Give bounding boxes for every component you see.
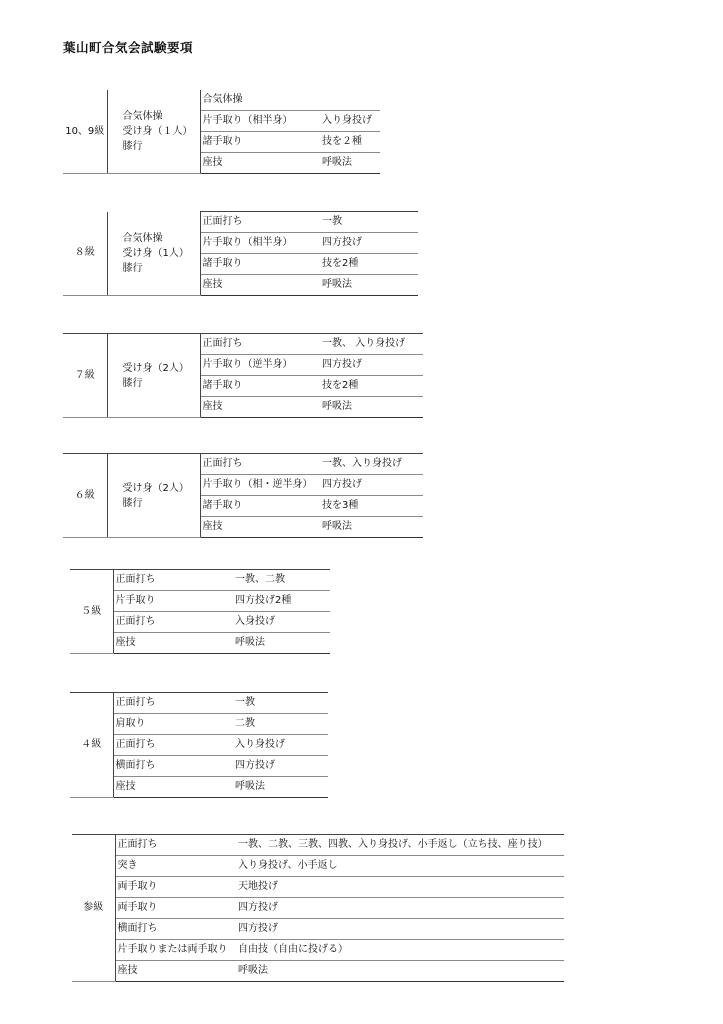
exam-table-6kyu: [63, 453, 423, 538]
grade-label: 参級: [72, 835, 115, 982]
grade-label: ７級: [63, 334, 107, 418]
technique-cell: 二教: [233, 714, 328, 735]
technique-cell: 四方投げ: [320, 233, 418, 254]
table-row: [70, 693, 328, 714]
technique-cell: 一教、入り身投げ: [320, 454, 423, 475]
technique-cell: 四方投げ: [236, 898, 564, 919]
attack-cell: 座技: [113, 633, 233, 654]
exam-table-5kyu: [70, 569, 330, 654]
technique-cell: 一教: [233, 693, 328, 714]
technique-cell: 一教、 入り身投げ: [320, 334, 423, 355]
attack-cell: 突き: [115, 856, 236, 877]
technique-cell: [320, 90, 380, 111]
technique-cell: 呼吸法: [320, 153, 380, 174]
table-row: [72, 919, 564, 940]
attack-cell: 正面打ち: [200, 334, 320, 355]
table-row: [70, 570, 330, 591]
technique-cell: 四方投げ: [320, 475, 423, 496]
grade-label: ８級: [63, 212, 107, 296]
attack-cell: 座技: [115, 961, 236, 982]
technique-cell: 一教: [320, 212, 418, 233]
technique-cell: 天地投げ: [236, 877, 564, 898]
attack-cell: 合気体操: [200, 90, 320, 111]
table-row: [72, 898, 564, 919]
exam-table-7kyu: [63, 333, 423, 418]
technique-cell: 四方投げ: [236, 919, 564, 940]
technique-cell: 呼吸法: [320, 275, 418, 296]
technique-cell: 入身投げ: [233, 612, 330, 633]
table-row: [63, 212, 418, 233]
attack-cell: 横面打ち: [113, 756, 233, 777]
table-row: [63, 334, 423, 355]
attack-cell: 正面打ち: [113, 693, 233, 714]
attack-cell: 正面打ち: [200, 212, 320, 233]
technique-cell: 入り身投げ、小手返し: [236, 856, 564, 877]
attack-cell: 片手取り（逆半身）: [200, 355, 320, 376]
technique-cell: 入り身投げ: [233, 735, 328, 756]
technique-cell: 四方投げ: [233, 756, 328, 777]
attack-cell: 正面打ち: [113, 735, 233, 756]
page-title: 葉山町合気会試験要項: [63, 40, 194, 55]
exam-table-4kyu: [70, 692, 328, 798]
attack-cell: 片手取り: [113, 591, 233, 612]
table-row: [63, 90, 380, 111]
technique-cell: 技を2種: [320, 376, 423, 397]
ukemi-info: 合気体操 受け身（１人） 膝行: [107, 90, 200, 174]
attack-cell: 両手取り: [115, 877, 236, 898]
attack-cell: 片手取りまたは両手取り: [115, 940, 236, 961]
technique-cell: 呼吸法: [320, 397, 423, 418]
attack-cell: 諸手取り: [200, 496, 320, 517]
technique-cell: 技を3種: [320, 496, 423, 517]
attack-cell: 正面打ち: [113, 612, 233, 633]
exam-table-sankyu: [72, 834, 564, 982]
attack-cell: 諸手取り: [200, 132, 320, 153]
technique-cell: 一教、二教: [233, 570, 330, 591]
attack-cell: 正面打ち: [115, 835, 236, 856]
attack-cell: 座技: [200, 397, 320, 418]
attack-cell: 両手取り: [115, 898, 236, 919]
technique-cell: 呼吸法: [320, 517, 423, 538]
grade-label: ４級: [70, 693, 113, 798]
technique-cell: 呼吸法: [236, 961, 564, 982]
grade-label: ５級: [70, 570, 113, 654]
ukemi-info: 受け身（2人） 膝行: [107, 334, 200, 418]
table-row: [72, 856, 564, 877]
technique-cell: 呼吸法: [233, 777, 328, 798]
attack-cell: 座技: [200, 153, 320, 174]
attack-cell: 座技: [200, 517, 320, 538]
grade-label: ６級: [63, 454, 107, 538]
table-row: [72, 961, 564, 982]
table-row: [72, 877, 564, 898]
grade-label: 10、9級: [63, 90, 107, 174]
exam-table-10-9kyu: [63, 90, 380, 174]
attack-cell: 片手取り（相半身）: [200, 233, 320, 254]
technique-cell: 自由技（自由に投げる）: [236, 940, 564, 961]
attack-cell: 正面打ち: [113, 570, 233, 591]
ukemi-info: 受け身（2人） 膝行: [107, 454, 200, 538]
table-row: [63, 454, 423, 475]
technique-cell: 技を2種: [320, 254, 418, 275]
technique-cell: 技を２種: [320, 132, 380, 153]
table-row: [72, 835, 564, 856]
attack-cell: 片手取り（相・逆半身）: [200, 475, 320, 496]
attack-cell: 諸手取り: [200, 376, 320, 397]
ukemi-info: 合気体操 受け身（1人） 膝行: [107, 212, 200, 296]
attack-cell: 横面打ち: [115, 919, 236, 940]
technique-cell: 一教、二教、三教、四教、入り身投げ、小手返し（立ち技、座り技）: [236, 835, 564, 856]
table-row: [72, 940, 564, 961]
attack-cell: 座技: [200, 275, 320, 296]
attack-cell: 肩取り: [113, 714, 233, 735]
technique-cell: 入り身投げ: [320, 111, 380, 132]
attack-cell: 正面打ち: [200, 454, 320, 475]
exam-table-8kyu: [63, 211, 418, 296]
technique-cell: 呼吸法: [233, 633, 330, 654]
attack-cell: 諸手取り: [200, 254, 320, 275]
attack-cell: 片手取り（相半身）: [200, 111, 320, 132]
technique-cell: 四方投げ2種: [233, 591, 330, 612]
attack-cell: 座技: [113, 777, 233, 798]
technique-cell: 四方投げ: [320, 355, 423, 376]
